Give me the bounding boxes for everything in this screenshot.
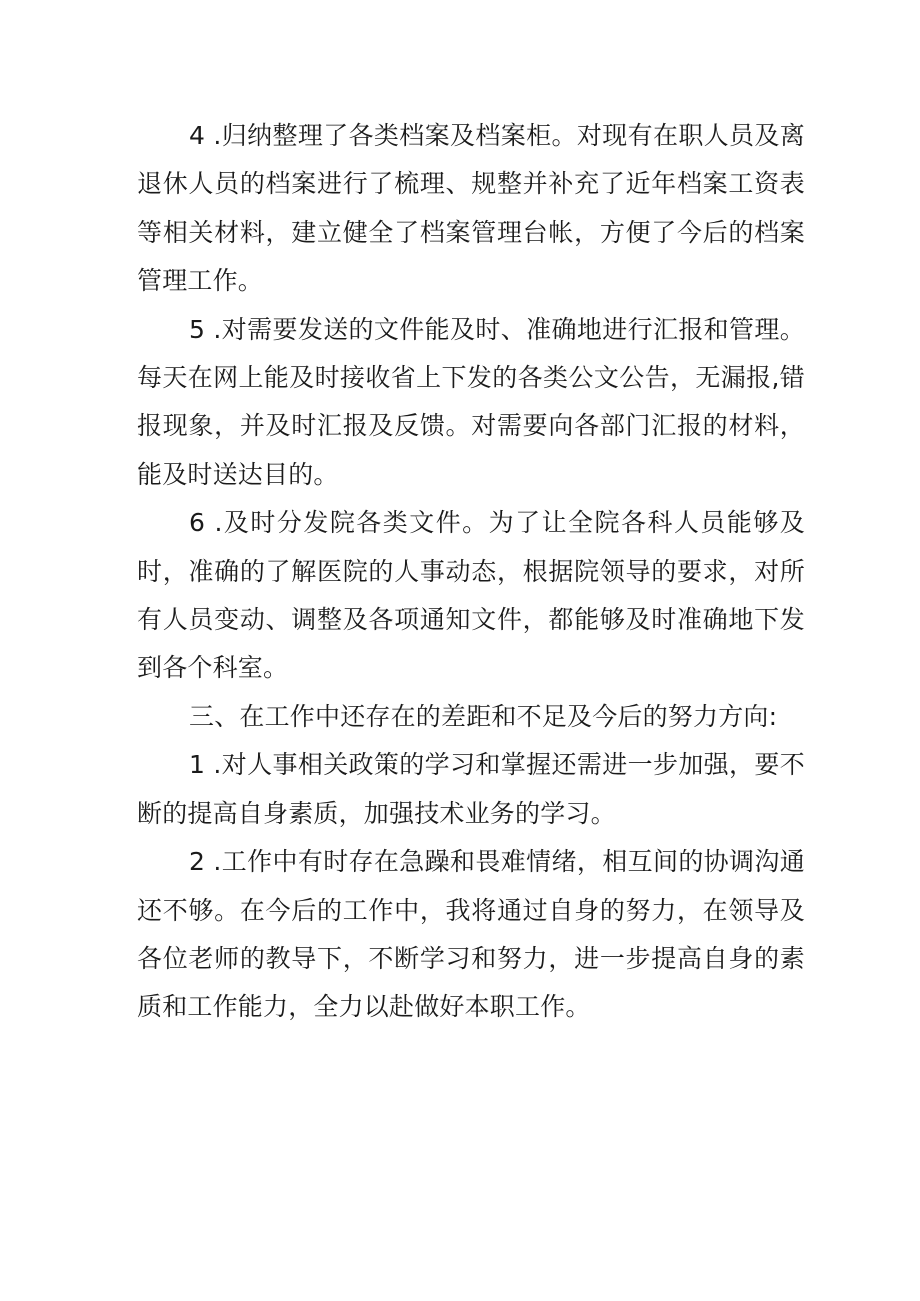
paragraph-item-5-documents: 5 .对需要发送的文件能及时、准确地进行汇报和管理。每天在网上能及时接收省上下发的各类公文公告，无漏报,错报现象，并及时汇报及反馈。对需要向各部门汇报的材料，能及时送达目的。 bbox=[137, 314, 805, 489]
section-heading-shortcomings: 三、在工作中还存在的差距和不足及今后的努力方向: bbox=[189, 701, 778, 731]
paragraph-item-6-distribution: 6 .及时分发院各类文件。为了让全院各科人员能够及时，准确的了解医院的人事动态，根据院领导的要求，对所有人员变动、调整及各项通知文件，都能够及时准确地下发到各个科室。 bbox=[137, 508, 805, 683]
paragraph-item-4-archives: 4 .归纳整理了各类档案及档案柜。对现有在职人员及离退休人员的档案进行了梳理、规整并补充了近年档案工资表等相关材料，建立健全了档案管理台帐，方便了今后的档案管理工作。 bbox=[137, 121, 805, 296]
document-body bbox=[137, 112, 805, 1032]
paragraph-item-2-improvement: 2 .工作中有时存在急躁和畏难情绪，相互间的协调沟通还不够。在今后的工作中，我将通过自身的努力，在领导及各位老师的教导下，不断学习和努力，进一步提高自身的素质和工作能力，全力以赴做好本职工作。 bbox=[137, 847, 805, 1022]
paragraph-item-1-policy-study: 1 .对人事相关政策的学习和掌握还需进一步加强，要不断的提高自身素质，加强技术业务的学习。 bbox=[137, 750, 805, 828]
